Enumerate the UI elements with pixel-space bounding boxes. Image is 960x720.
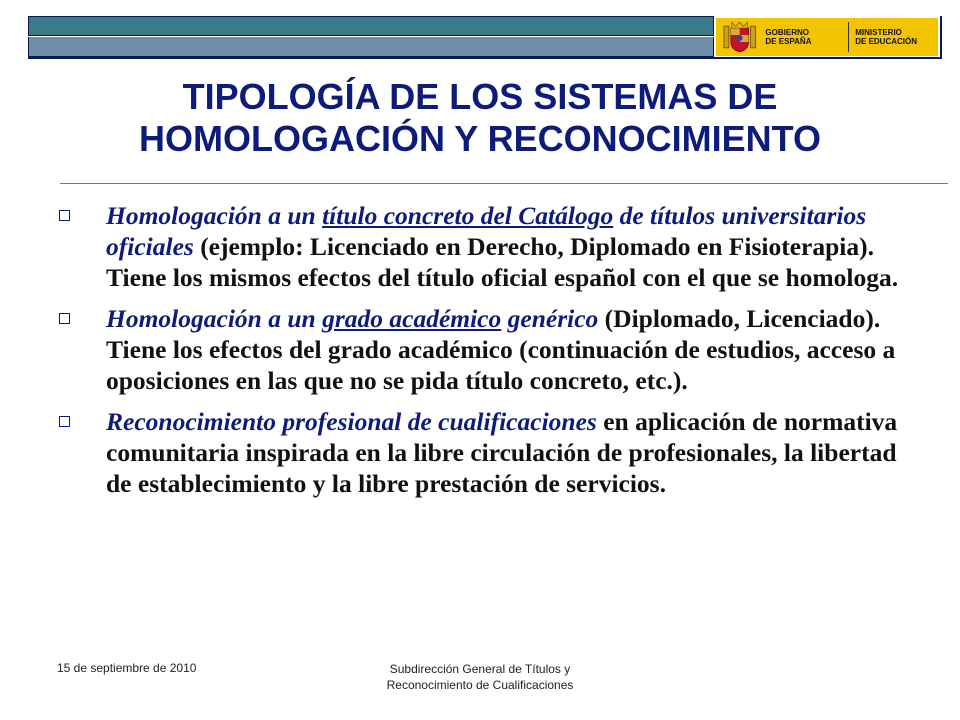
bullet-2-body: (Diplomado, Licenciado). Tiene los efectos del grado académico (continuación de estudios, acceso a oposiciones en las que no se pida título concreto, etc.). <box>106 304 896 395</box>
bullet-1-italic-tail: de títulos universitarios oficiales <box>106 201 867 261</box>
bullet-item-catalog-title <box>58 200 918 293</box>
government-logo <box>716 18 938 56</box>
header-bar-bottom <box>28 37 714 57</box>
bullet-2-lead: Homologación a un <box>106 304 323 333</box>
header-right-edge <box>940 16 942 58</box>
coat-of-arms-icon <box>720 20 759 54</box>
logo-government-text <box>765 28 842 46</box>
footer-date: 15 de septiembre de 2010 <box>57 661 197 675</box>
bullet-3-body: en aplicación de normativa comunitaria inspirada en la libre circulación de profesionales, la libertad de establecimiento y la libre prestación de servicios. <box>106 407 898 498</box>
title-line1: TIPOLOGÍA DE LOS SISTEMAS DE <box>182 76 778 117</box>
bullet-item-professional-recognition <box>58 406 918 499</box>
title-line2: HOMOLOGACIÓN Y RECONOCIMIENTO <box>138 118 822 159</box>
square-bullet-icon <box>59 210 70 221</box>
footer-org-line1: Subdirección General de Títulos y <box>389 662 571 676</box>
bullet-3-lead: Reconocimiento profesional de cualificaciones <box>106 407 597 436</box>
bullet-list <box>58 200 918 509</box>
logo-gov-line1: GOBIERNO <box>765 28 809 37</box>
logo-min-line2: DE EDUCACIÓN <box>855 37 918 46</box>
logo-divider <box>848 22 849 52</box>
bullet-1-lead: Homologación a un <box>106 201 323 230</box>
bullet-1-underlined: título concreto del Catálogo <box>322 201 614 230</box>
square-bullet-icon <box>59 313 70 324</box>
bullet-2-underlined: grado académico <box>322 304 502 333</box>
page-title <box>40 76 920 160</box>
logo-min-line1: MINISTERIO <box>855 28 902 37</box>
logo-gov-line2: DE ESPAÑA <box>765 37 812 46</box>
title-divider <box>60 183 948 184</box>
header-bar-top <box>28 16 714 36</box>
bullet-2-italic-tail: genérico <box>501 304 599 333</box>
header-rule <box>28 57 942 59</box>
logo-ministry-text <box>855 28 938 46</box>
footer-organization <box>340 661 620 693</box>
footer-org-line2: Reconocimiento de Cualificaciones <box>386 678 574 692</box>
bullet-1-body: (ejemplo: Licenciado en Derecho, Diplomado en Fisioterapia). Tiene los mismos efectos del título oficial español con el que se homologa. <box>106 232 899 292</box>
header-bars <box>28 16 714 58</box>
square-bullet-icon <box>59 416 70 427</box>
bullet-item-academic-degree <box>58 303 918 396</box>
